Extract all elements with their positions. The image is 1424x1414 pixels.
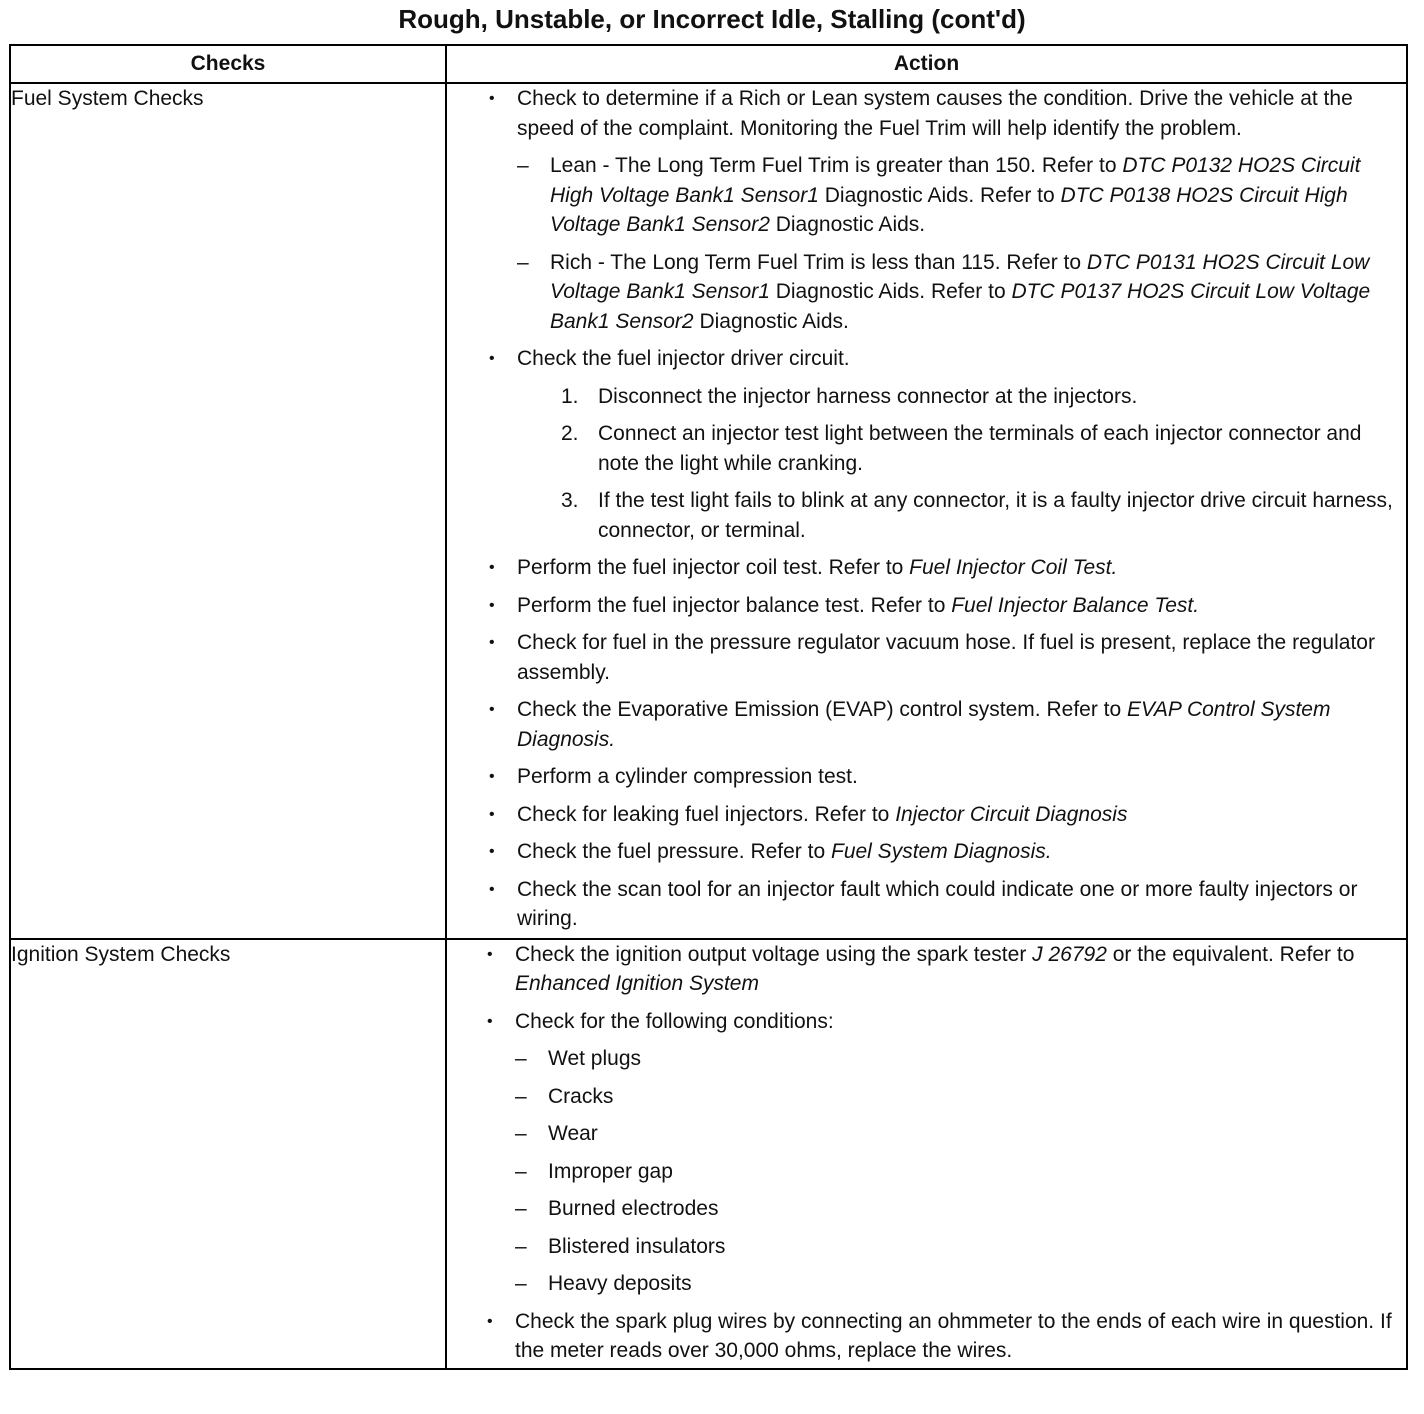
bullet-icon: • xyxy=(489,701,495,718)
bullet-icon: • xyxy=(489,805,495,823)
condition-text: Heavy deposits xyxy=(548,1272,692,1295)
table-header-row xyxy=(10,45,1407,83)
condition-text: Wear xyxy=(548,1122,598,1145)
step-text: If the test light fails to blink at any connector, it is a faulty injector drive circuit harness, connector, or terminal. xyxy=(598,489,1393,542)
list-item xyxy=(489,875,1406,934)
condition-item xyxy=(515,1119,1406,1149)
list-item xyxy=(487,1307,1406,1366)
item-text: Check the scan tool for an injector fault which could indicate one or more faulty injectors or wiring. xyxy=(517,877,1358,930)
action-cell xyxy=(446,939,1407,1369)
list-item xyxy=(489,837,1406,867)
list-item xyxy=(489,84,1406,336)
item-text: Perform a cylinder compression test. xyxy=(517,765,858,788)
item-text: Check for fuel in the pressure regulator vacuum hose. If fuel is present, replace the regulator assembly. xyxy=(517,631,1375,684)
item-text: Lean - The Long Term Fuel Trim is greater than 150. Refer to xyxy=(550,154,1123,177)
step-list xyxy=(517,382,1406,546)
check-cell: Fuel System Checks xyxy=(10,83,446,939)
step-item xyxy=(561,419,1406,478)
reference-link: Fuel Injector Balance Test. xyxy=(951,593,1200,617)
item-text: Check the spark plug wires by connecting an ohmmeter to the ends of each wire in question. If the meter reads over 30,000 ohms, replace the wires. xyxy=(515,1309,1392,1362)
reference-link: Enhanced Ignition System xyxy=(515,972,759,995)
header-checks: Checks xyxy=(10,45,446,83)
condition-text: Cracks xyxy=(548,1084,614,1108)
condition-text: Burned electrodes xyxy=(548,1197,719,1220)
step-number: 3. xyxy=(561,489,579,512)
list-item xyxy=(489,762,1406,792)
page-title: Rough, Unstable, or Incorrect Idle, Stalling (cont'd) xyxy=(398,4,1026,34)
item-text: Check for the following conditions: xyxy=(515,1009,834,1033)
reference-link: DTC P0132 HO2S Circuit High Voltage Bank1 Sensor1 xyxy=(550,154,1361,207)
bullet-icon: • xyxy=(489,843,495,860)
dash-icon: – xyxy=(515,1197,527,1220)
condition-item xyxy=(515,1082,1406,1112)
item-text: Check the fuel injector driver circuit. xyxy=(517,347,850,370)
step-item xyxy=(561,382,1406,412)
list-item xyxy=(489,553,1406,583)
diagnostic-table xyxy=(9,44,1408,1370)
reference-link: Fuel Injector Coil Test. xyxy=(909,556,1118,579)
sub-list-item xyxy=(517,248,1406,337)
item-text: Check the Evaporative Emission (EVAP) control system. Refer to xyxy=(517,698,1128,721)
reference-link: Fuel System Diagnosis. xyxy=(831,840,1052,863)
item-text: Diagnostic Aids. xyxy=(693,309,849,333)
condition-text: Blistered insulators xyxy=(548,1234,726,1258)
item-text: Diagnostic Aids. Refer to xyxy=(769,280,1012,303)
bullet-icon: • xyxy=(489,596,495,614)
bullet-icon: • xyxy=(487,945,493,963)
item-text: Check the fuel pressure. Refer to xyxy=(517,840,831,863)
step-item xyxy=(561,486,1406,545)
bullet-icon: • xyxy=(489,880,495,898)
reference-link: J 26792 xyxy=(1032,942,1107,966)
dash-icon: – xyxy=(515,1234,527,1258)
condition-item xyxy=(515,1232,1406,1262)
table-row xyxy=(10,83,1407,939)
condition-item xyxy=(515,1194,1406,1224)
reference-link: Injector Circuit Diagnosis xyxy=(895,802,1128,826)
reference-link: DTC P0138 HO2S Circuit High Voltage Bank1 Sensor2 xyxy=(550,183,1348,236)
list-item xyxy=(489,695,1406,754)
list-item xyxy=(489,628,1406,687)
bullet-icon: • xyxy=(489,768,495,785)
dash-icon: – xyxy=(517,154,529,177)
dash-icon: – xyxy=(515,1122,527,1145)
condition-item xyxy=(515,1157,1406,1187)
header-action: Action xyxy=(446,45,1407,83)
dash-icon: – xyxy=(515,1159,527,1183)
sub-list xyxy=(517,151,1406,336)
conditions-list xyxy=(515,1044,1406,1299)
step-text: Connect an injector test light between the terminals of each injector connector and note the light while cranking. xyxy=(598,422,1362,475)
bullet-icon: • xyxy=(489,634,495,651)
action-list xyxy=(447,940,1406,1366)
action-list xyxy=(447,84,1406,934)
item-text: Check for leaking fuel injectors. Refer to xyxy=(517,802,896,826)
item-text: Perform the fuel injector balance test. Refer to xyxy=(517,593,952,617)
bullet-icon: • xyxy=(487,1312,493,1330)
condition-item xyxy=(515,1269,1406,1299)
item-text: Diagnostic Aids. Refer to xyxy=(818,183,1061,207)
list-item xyxy=(487,940,1406,999)
list-item xyxy=(487,1007,1406,1299)
dash-icon: – xyxy=(517,250,529,274)
check-cell: Ignition System Checks xyxy=(10,939,446,1369)
item-text: Diagnostic Aids. xyxy=(769,213,926,236)
reference-link: DTC P0137 HO2S Circuit Low Voltage Bank1 Sensor2 xyxy=(550,280,1371,333)
list-item xyxy=(489,344,1406,545)
bullet-icon: • xyxy=(489,90,495,107)
step-number: 1. xyxy=(561,384,579,408)
bullet-icon: • xyxy=(489,559,495,576)
step-number: 2. xyxy=(561,422,579,445)
sub-list-item xyxy=(517,151,1406,240)
item-text: or the equivalent. Refer to xyxy=(1106,942,1355,966)
item-text: Rich - The Long Term Fuel Trim is less than 115. Refer to xyxy=(550,250,1087,274)
condition-item xyxy=(515,1044,1406,1074)
list-item xyxy=(489,800,1406,830)
item-text: Perform the fuel injector coil test. Refer to xyxy=(517,556,910,579)
action-cell xyxy=(446,83,1407,939)
list-item xyxy=(489,591,1406,621)
step-text: Disconnect the injector harness connector at the injectors. xyxy=(598,384,1138,408)
table-row xyxy=(10,939,1407,1369)
condition-text: Wet plugs xyxy=(548,1047,641,1070)
bullet-icon: • xyxy=(489,350,495,367)
reference-link: DTC P0131 HO2S Circuit Low Voltage Bank1 Sensor1 xyxy=(550,250,1370,303)
dash-icon: – xyxy=(515,1272,527,1295)
reference-link: EVAP Control System Diagnosis. xyxy=(517,698,1331,751)
item-text: Check to determine if a Rich or Lean system causes the condition. Drive the vehicle at the speed of the complaint. Monitoring the Fuel Trim will help identify the problem. xyxy=(517,87,1353,140)
condition-text: Improper gap xyxy=(548,1159,673,1183)
dash-icon: – xyxy=(515,1084,527,1108)
bullet-icon: • xyxy=(487,1012,493,1030)
dash-icon: – xyxy=(515,1047,527,1070)
item-text: Check the ignition output voltage using the spark tester xyxy=(515,942,1033,966)
